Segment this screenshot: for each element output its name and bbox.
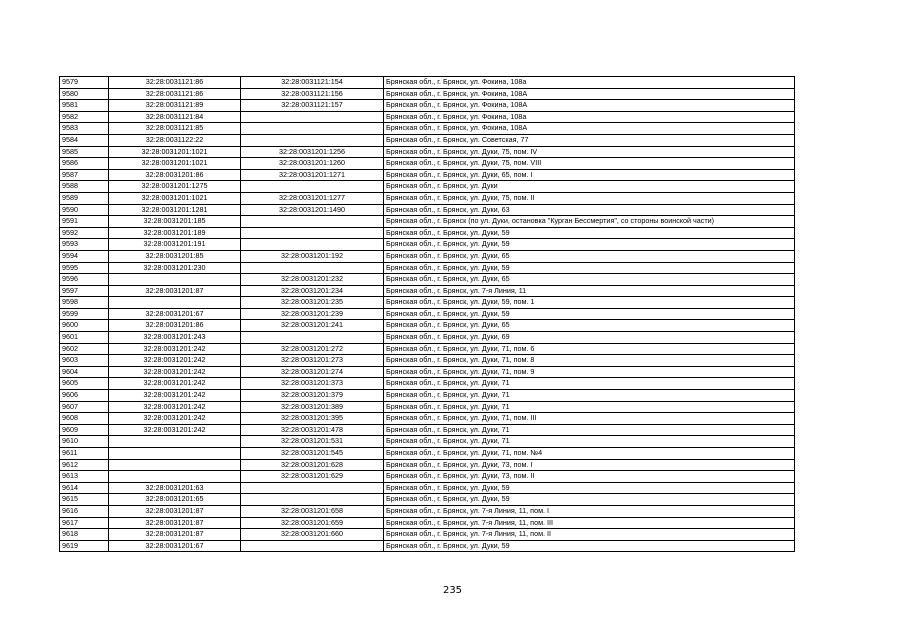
- row-number-cell: 9581: [60, 100, 109, 112]
- address-cell: Брянская обл., г. Брянск, ул. Фокина, 108а: [384, 111, 795, 123]
- address-cell: Брянская обл., г. Брянск, ул. Дуки, 59: [384, 482, 795, 494]
- address-cell: Брянская обл., г. Брянск, ул. Фокина, 108А: [384, 100, 795, 112]
- table-row: [60, 505, 795, 517]
- address-cell: Брянская обл., г. Брянск, ул. Дуки, 71, пом. №4: [384, 448, 795, 460]
- address-cell: Брянская обл., г. Брянск, ул. Дуки, 59, пом. 1: [384, 297, 795, 309]
- row-number-cell: 9589: [60, 192, 109, 204]
- address-cell: Брянская обл., г. Брянск, ул. Дуки, 65, пом. I: [384, 169, 795, 181]
- cadastral-number-cell: 32:28:0031201:1275: [109, 181, 241, 193]
- address-cell: Брянская обл., г. Брянск, ул. Дуки, 65: [384, 320, 795, 332]
- object-cadastral-number-cell: 32:28:0031201:1260: [241, 158, 384, 170]
- object-cadastral-number-cell: 32:28:0031201:274: [241, 366, 384, 378]
- row-number-cell: 9579: [60, 77, 109, 89]
- object-cadastral-number-cell: 32:28:0031201:232: [241, 274, 384, 286]
- object-cadastral-number-cell: 32:28:0031201:628: [241, 459, 384, 471]
- object-cadastral-number-cell: 32:28:0031201:1256: [241, 146, 384, 158]
- table-row: [60, 401, 795, 413]
- row-number-cell: 9609: [60, 424, 109, 436]
- table-row: [60, 320, 795, 332]
- table-row: [60, 436, 795, 448]
- address-cell: Брянская обл., г. Брянск, ул. Дуки, 59: [384, 308, 795, 320]
- row-number-cell: 9590: [60, 204, 109, 216]
- table-row: [60, 274, 795, 286]
- registry-table: [59, 76, 795, 552]
- address-cell: Брянская обл., г. Брянск, ул. Дуки, 71: [384, 401, 795, 413]
- row-number-cell: 9617: [60, 517, 109, 529]
- address-cell: Брянская обл., г. Брянск, ул. Дуки, 65: [384, 250, 795, 262]
- registry-table-body: [60, 77, 795, 552]
- row-number-cell: 9603: [60, 355, 109, 367]
- object-cadastral-number-cell: 32:28:0031121:156: [241, 88, 384, 100]
- address-cell: Брянская обл., г. Брянск, ул. 7-я Линия, 11: [384, 285, 795, 297]
- object-cadastral-number-cell: 32:28:0031201:1490: [241, 204, 384, 216]
- table-row: [60, 529, 795, 541]
- cadastral-number-cell: 32:28:0031201:1021: [109, 192, 241, 204]
- address-cell: Брянская обл., г. Брянск, ул. Дуки, 71, пом. 8: [384, 355, 795, 367]
- row-number-cell: 9616: [60, 505, 109, 517]
- table-row: [60, 204, 795, 216]
- cadastral-number-cell: 32:28:0031201:86: [109, 320, 241, 332]
- cadastral-number-cell: 32:28:0031201:243: [109, 332, 241, 344]
- address-cell: Брянская обл., г. Брянск (по ул. Дуки, остановка "Курган Бессмертия", со стороны воинской части): [384, 216, 795, 228]
- address-cell: Брянская обл., г. Брянск, ул. Дуки, 59: [384, 227, 795, 239]
- object-cadastral-number-cell: [241, 540, 384, 552]
- cadastral-number-cell: [109, 471, 241, 483]
- object-cadastral-number-cell: 32:28:0031201:531: [241, 436, 384, 448]
- address-cell: Брянская обл., г. Брянск, ул. Дуки, 75, пом. IV: [384, 146, 795, 158]
- table-row: [60, 448, 795, 460]
- row-number-cell: 9614: [60, 482, 109, 494]
- row-number-cell: 9597: [60, 285, 109, 297]
- address-cell: Брянская обл., г. Брянск, ул. Дуки, 71: [384, 390, 795, 402]
- cadastral-number-cell: 32:28:0031121:86: [109, 88, 241, 100]
- cadastral-number-cell: 32:28:0031201:87: [109, 517, 241, 529]
- table-row: [60, 77, 795, 89]
- cadastral-number-cell: [109, 448, 241, 460]
- row-number-cell: 9607: [60, 401, 109, 413]
- address-cell: Брянская обл., г. Брянск, ул. Дуки, 59: [384, 262, 795, 274]
- cadastral-number-cell: [109, 297, 241, 309]
- object-cadastral-number-cell: 32:28:0031201:192: [241, 250, 384, 262]
- object-cadastral-number-cell: 32:28:0031201:660: [241, 529, 384, 541]
- row-number-cell: 9619: [60, 540, 109, 552]
- object-cadastral-number-cell: 32:28:0031121:154: [241, 77, 384, 89]
- table-row: [60, 343, 795, 355]
- object-cadastral-number-cell: [241, 134, 384, 146]
- row-number-cell: 9600: [60, 320, 109, 332]
- cadastral-number-cell: 32:28:0031201:242: [109, 413, 241, 425]
- object-cadastral-number-cell: [241, 239, 384, 251]
- row-number-cell: 9618: [60, 529, 109, 541]
- address-cell: Брянская обл., г. Брянск, ул. Дуки, 75, пом. VIII: [384, 158, 795, 170]
- object-cadastral-number-cell: 32:28:0031201:379: [241, 390, 384, 402]
- row-number-cell: 9612: [60, 459, 109, 471]
- cadastral-number-cell: 32:28:0031201:87: [109, 505, 241, 517]
- object-cadastral-number-cell: 32:28:0031201:478: [241, 424, 384, 436]
- table-row: [60, 239, 795, 251]
- cadastral-number-cell: 32:28:0031201:242: [109, 355, 241, 367]
- cadastral-number-cell: 32:28:0031201:85: [109, 250, 241, 262]
- cadastral-number-cell: 32:28:0031201:242: [109, 424, 241, 436]
- table-row: [60, 482, 795, 494]
- cadastral-number-cell: 32:28:0031201:65: [109, 494, 241, 506]
- address-cell: Брянская обл., г. Брянск, ул. Дуки, 71: [384, 424, 795, 436]
- object-cadastral-number-cell: 32:28:0031201:241: [241, 320, 384, 332]
- table-row: [60, 285, 795, 297]
- object-cadastral-number-cell: [241, 181, 384, 193]
- address-cell: Брянская обл., г. Брянск, ул. Фокина, 108А: [384, 123, 795, 135]
- address-cell: Брянская обл., г. Брянск, ул. Фокина, 108а: [384, 77, 795, 89]
- address-cell: Брянская обл., г. Брянск, ул. 7-я Линия, 11, пом. II: [384, 529, 795, 541]
- row-number-cell: 9599: [60, 308, 109, 320]
- address-cell: Брянская обл., г. Брянск, ул. Дуки, 73, пом. I: [384, 459, 795, 471]
- address-cell: Брянская обл., г. Брянск, ул. Дуки, 59: [384, 239, 795, 251]
- row-number-cell: 9580: [60, 88, 109, 100]
- cadastral-number-cell: 32:28:0031201:87: [109, 529, 241, 541]
- table-row: [60, 134, 795, 146]
- table-row: [60, 227, 795, 239]
- object-cadastral-number-cell: 32:28:0031201:1271: [241, 169, 384, 181]
- cadastral-number-cell: 32:28:0031201:87: [109, 285, 241, 297]
- object-cadastral-number-cell: [241, 111, 384, 123]
- cadastral-number-cell: 32:28:0031121:85: [109, 123, 241, 135]
- row-number-cell: 9613: [60, 471, 109, 483]
- table-row: [60, 100, 795, 112]
- row-number-cell: 9588: [60, 181, 109, 193]
- address-cell: Брянская обл., г. Брянск, ул. Дуки, 75, пом. II: [384, 192, 795, 204]
- cadastral-number-cell: 32:28:0031201:1021: [109, 146, 241, 158]
- row-number-cell: 9605: [60, 378, 109, 390]
- table-row: [60, 413, 795, 425]
- cadastral-number-cell: [109, 274, 241, 286]
- object-cadastral-number-cell: 32:28:0031201:659: [241, 517, 384, 529]
- table-row: [60, 366, 795, 378]
- row-number-cell: 9601: [60, 332, 109, 344]
- row-number-cell: 9604: [60, 366, 109, 378]
- cadastral-number-cell: [109, 436, 241, 448]
- table-row: [60, 169, 795, 181]
- cadastral-number-cell: 32:28:0031201:242: [109, 366, 241, 378]
- cadastral-number-cell: 32:28:0031201:67: [109, 540, 241, 552]
- object-cadastral-number-cell: 32:28:0031201:273: [241, 355, 384, 367]
- cadastral-number-cell: 32:28:0031201:242: [109, 343, 241, 355]
- object-cadastral-number-cell: [241, 123, 384, 135]
- object-cadastral-number-cell: 32:28:0031201:239: [241, 308, 384, 320]
- cadastral-number-cell: 32:28:0031201:1281: [109, 204, 241, 216]
- row-number-cell: 9608: [60, 413, 109, 425]
- table-row: [60, 146, 795, 158]
- cadastral-number-cell: [109, 459, 241, 471]
- address-cell: Брянская обл., г. Брянск, ул. Дуки, 71, пом. III: [384, 413, 795, 425]
- row-number-cell: 9584: [60, 134, 109, 146]
- registry-sheet: [59, 76, 794, 552]
- row-number-cell: 9591: [60, 216, 109, 228]
- object-cadastral-number-cell: [241, 332, 384, 344]
- cadastral-number-cell: 32:28:0031201:242: [109, 378, 241, 390]
- table-row: [60, 390, 795, 402]
- cadastral-number-cell: 32:28:0031201:1021: [109, 158, 241, 170]
- cadastral-number-cell: 32:28:0031201:242: [109, 390, 241, 402]
- row-number-cell: 9585: [60, 146, 109, 158]
- row-number-cell: 9611: [60, 448, 109, 460]
- cadastral-number-cell: 32:28:0031201:63: [109, 482, 241, 494]
- table-row: [60, 262, 795, 274]
- address-cell: Брянская обл., г. Брянск, ул. Дуки, 59: [384, 494, 795, 506]
- row-number-cell: 9598: [60, 297, 109, 309]
- object-cadastral-number-cell: 32:28:0031121:157: [241, 100, 384, 112]
- cadastral-number-cell: 32:28:0031201:185: [109, 216, 241, 228]
- row-number-cell: 9592: [60, 227, 109, 239]
- object-cadastral-number-cell: 32:28:0031201:373: [241, 378, 384, 390]
- object-cadastral-number-cell: [241, 482, 384, 494]
- table-row: [60, 297, 795, 309]
- address-cell: Брянская обл., г. Брянск, ул. Фокина, 108А: [384, 88, 795, 100]
- row-number-cell: 9596: [60, 274, 109, 286]
- object-cadastral-number-cell: 32:28:0031201:545: [241, 448, 384, 460]
- row-number-cell: 9615: [60, 494, 109, 506]
- table-row: [60, 517, 795, 529]
- table-row: [60, 471, 795, 483]
- object-cadastral-number-cell: 32:28:0031201:235: [241, 297, 384, 309]
- address-cell: Брянская обл., г. Брянск, ул. 7-я Линия, 11, пом. III: [384, 517, 795, 529]
- address-cell: Брянская обл., г. Брянск, ул. Дуки, 63: [384, 204, 795, 216]
- table-row: [60, 123, 795, 135]
- row-number-cell: 9602: [60, 343, 109, 355]
- row-number-cell: 9593: [60, 239, 109, 251]
- cadastral-number-cell: 32:28:0031201:230: [109, 262, 241, 274]
- object-cadastral-number-cell: 32:28:0031201:234: [241, 285, 384, 297]
- address-cell: Брянская обл., г. Брянск, ул. Дуки, 73, пом. II: [384, 471, 795, 483]
- table-row: [60, 88, 795, 100]
- cadastral-number-cell: 32:28:0031121:84: [109, 111, 241, 123]
- address-cell: Брянская обл., г. Брянск, ул. Дуки, 71: [384, 436, 795, 448]
- row-number-cell: 9587: [60, 169, 109, 181]
- table-row: [60, 459, 795, 471]
- row-number-cell: 9595: [60, 262, 109, 274]
- table-row: [60, 192, 795, 204]
- object-cadastral-number-cell: 32:28:0031201:658: [241, 505, 384, 517]
- object-cadastral-number-cell: 32:28:0031201:395: [241, 413, 384, 425]
- table-row: [60, 158, 795, 170]
- cadastral-number-cell: 32:28:0031201:242: [109, 401, 241, 413]
- cadastral-number-cell: 32:28:0031201:189: [109, 227, 241, 239]
- table-row: [60, 494, 795, 506]
- table-row: [60, 250, 795, 262]
- address-cell: Брянская обл., г. Брянск, ул. Дуки, 71: [384, 378, 795, 390]
- table-row: [60, 332, 795, 344]
- object-cadastral-number-cell: [241, 262, 384, 274]
- cadastral-number-cell: 32:28:0031201:191: [109, 239, 241, 251]
- table-row: [60, 216, 795, 228]
- table-row: [60, 540, 795, 552]
- object-cadastral-number-cell: 32:28:0031201:389: [241, 401, 384, 413]
- cadastral-number-cell: 32:28:0031201:67: [109, 308, 241, 320]
- row-number-cell: 9582: [60, 111, 109, 123]
- table-row: [60, 355, 795, 367]
- object-cadastral-number-cell: [241, 494, 384, 506]
- table-row: [60, 308, 795, 320]
- page-number: 235: [442, 585, 463, 596]
- row-number-cell: 9583: [60, 123, 109, 135]
- row-number-cell: 9610: [60, 436, 109, 448]
- row-number-cell: 9606: [60, 390, 109, 402]
- address-cell: Брянская обл., г. Брянск, ул. Дуки: [384, 181, 795, 193]
- table-row: [60, 378, 795, 390]
- address-cell: Брянская обл., г. Брянск, ул. Дуки, 59: [384, 540, 795, 552]
- cadastral-number-cell: 32:28:0031122:22: [109, 134, 241, 146]
- address-cell: Брянская обл., г. Брянск, ул. Дуки, 69: [384, 332, 795, 344]
- address-cell: Брянская обл., г. Брянск, ул. Дуки, 65: [384, 274, 795, 286]
- cadastral-number-cell: 32:28:0031121:86: [109, 77, 241, 89]
- object-cadastral-number-cell: 32:28:0031201:272: [241, 343, 384, 355]
- table-row: [60, 111, 795, 123]
- cadastral-number-cell: 32:28:0031121:89: [109, 100, 241, 112]
- address-cell: Брянская обл., г. Брянск, ул. Советская, 77: [384, 134, 795, 146]
- object-cadastral-number-cell: 32:28:0031201:629: [241, 471, 384, 483]
- address-cell: Брянская обл., г. Брянск, ул. Дуки, 71, пом. 9: [384, 366, 795, 378]
- table-row: [60, 424, 795, 436]
- object-cadastral-number-cell: [241, 227, 384, 239]
- row-number-cell: 9594: [60, 250, 109, 262]
- address-cell: Брянская обл., г. Брянск, ул. 7-я Линия, 11, пом. I: [384, 505, 795, 517]
- row-number-cell: 9586: [60, 158, 109, 170]
- cadastral-number-cell: 32:28:0031201:86: [109, 169, 241, 181]
- object-cadastral-number-cell: [241, 216, 384, 228]
- table-row: [60, 181, 795, 193]
- object-cadastral-number-cell: 32:28:0031201:1277: [241, 192, 384, 204]
- address-cell: Брянская обл., г. Брянск, ул. Дуки, 71, пом. 6: [384, 343, 795, 355]
